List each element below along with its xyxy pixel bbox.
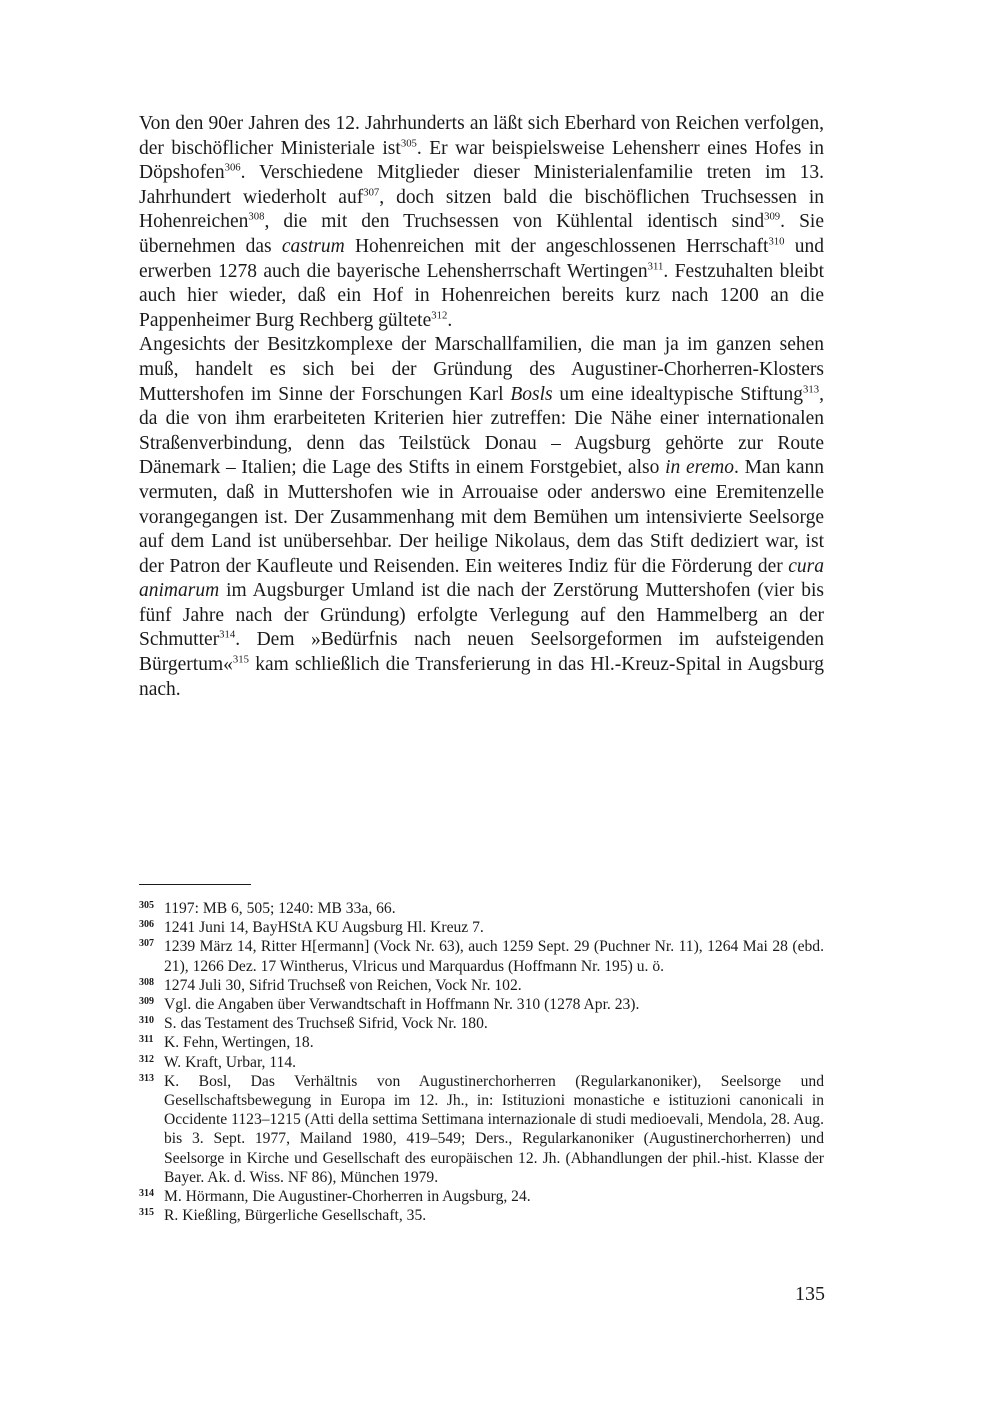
footnote-text: W. Kraft, Urbar, 114. [164, 1053, 297, 1071]
text-segment: . [447, 309, 453, 331]
text-segment: im Augsburger Umland ist die nach der Zerstörung Muttershofen (vier bis fünf Jahre nach der Gründung) erfolgte Verlegung auf den Hammelberg an der Schmutter [139, 580, 824, 651]
text-segment: . Festzuhalten bleibt auch hier wieder, daß ein Hof in Hohenreichen bereits kurz nach 1200 an die Pappenheimer Burg Rechberg gültete [139, 260, 825, 331]
page-number: 135 [795, 1283, 825, 1305]
footnote-text: K. Bosl, Das Verhältnis von Augustinerchorherren (Regularkanoniker), Seelsorge und Gesellschaftsbewegung in Europa im 12. Jh., in: Istituzioni monastiche e istituzioni canonicali in Occidente 1123–1215 (Atti della settima Settimana internazionale di studi medioevali, Mendola, 28. Aug. bis 3. Sept. 1977, Mailand 1980, 419–549; Ders., Regularkanoniker (Augustinerchorherren) und Seelsorge in Kirche und Gesellschaft des europäischen 12. Jh. (Abhandlungen der phil.-hist. Klasse der Bayer. Ak. d. Wiss. NF 86), München 1979. [164, 1072, 824, 1186]
italic-text: cura animarum [139, 555, 824, 602]
footnote [139, 995, 824, 1014]
footnote-reference: 305 [400, 137, 417, 150]
footnote-reference: 306 [224, 161, 241, 174]
footnote-number: 310 [139, 1015, 154, 1027]
footnote-reference: 312 [431, 309, 448, 322]
footnote-number: 307 [139, 938, 154, 950]
text-segment: , doch sitzen bald die bischöflichen Truchsessen in Hohenreichen [139, 186, 824, 233]
footnote-number: 314 [139, 1188, 154, 1200]
italic-text: castrum [281, 235, 345, 257]
footnote [139, 937, 824, 975]
footnote [139, 1014, 824, 1033]
footnote-text: K. Fehn, Wertingen, 18. [164, 1034, 314, 1052]
paragraph [139, 333, 824, 702]
footnote-number: 308 [139, 976, 154, 988]
body-text [139, 112, 824, 702]
text-segment: . Er war beispielsweise Lehensherr eines Hofes in Döpshofen [139, 137, 825, 184]
footnote-reference: 313 [803, 383, 820, 396]
footnote [139, 1033, 824, 1052]
text-segment: Angesichts der Besitzkomplexe der Marschallfamilien, die man ja im ganzen sehen muß, handelt es sich bei der Gründung des Augustiner-Chorherren-Klosters Muttershofen im Sinne der Forschungen Karl [139, 334, 824, 405]
footnote-number: 312 [139, 1053, 154, 1065]
footnote [139, 1072, 824, 1187]
footnotes [139, 899, 824, 1225]
footnote-reference: 310 [768, 235, 785, 248]
footnote-text: 1197: MB 6, 505; 1240: MB 33a, 66. [164, 900, 396, 917]
footnote-number: 306 [139, 919, 154, 931]
footnote-number: 313 [139, 1072, 154, 1084]
footnote-text: Vgl. die Angaben über Verwandtschaft in Hoffmann Nr. 310 (1278 Apr. 23). [164, 996, 640, 1014]
footnote [139, 1206, 824, 1225]
footnote-reference: 311 [647, 260, 664, 273]
text-segment: . Dem »Bedürfnis nach neuen Seelsorgeformen im aufsteigenden Bürgertum« [139, 629, 824, 676]
text-segment: , die mit den Truchsessen von Kühlental identisch sind [264, 211, 765, 233]
paragraph [139, 112, 824, 333]
footnote-text: S. das Testament des Truchseß Sifrid, Vock Nr. 180. [164, 1015, 488, 1033]
footnote [139, 899, 824, 918]
text-segment: Hohenreichen mit der angeschlossenen Herrschaft [344, 235, 769, 257]
footnote-text: M. Hörmann, Die Augustiner-Chorherren in Augsburg, 24. [164, 1188, 531, 1206]
footnote-text: 1274 Juli 30, Sifrid Truchseß von Reichen, Vock Nr. 102. [164, 976, 522, 994]
text-segment: und erwerben 1278 auch die bayerische Lehensherrschaft Wertingen [139, 235, 825, 282]
footnote-reference: 307 [363, 186, 380, 199]
footnote-reference: 315 [232, 653, 249, 666]
footnote [139, 918, 824, 937]
text-segment: . Man kann vermuten, daß in Muttershofen wie in Arrouaise oder anderswo eine Eremitenzelle vorangegangen ist. Der Zusammenhang mit dem Bemühen um intensivierte Seelsorge auf dem Land ist unübersehbar. Der heilige Nikolaus, dem das Stift dediziert war, ist der Patron der Kaufleute und Reisenden. Ein weiteres Indiz für die Förderung der [139, 457, 824, 577]
footnote-text: R. Kießling, Bürgerliche Gesellschaft, 35. [164, 1207, 427, 1225]
italic-text: in eremo [665, 457, 734, 479]
italic-text: Bosls [510, 383, 553, 405]
footnote-number: 315 [139, 1207, 154, 1219]
footnote-reference: 309 [764, 210, 781, 223]
text-segment: kam schließlich die Transferierung in das Hl.-Kreuz-Spital in Augsburg nach. [139, 654, 824, 700]
footnote-number: 311 [139, 1034, 154, 1046]
text-segment: , da die von ihm erarbeiteten Kriterien hier zutreffen: Die Nähe einer internationalen Straßenverbindung, denn das Teilstück Donau – Augsburg gehörte zur Route Dänemark – Italien; die Lage des Stifts in einem Forstgebiet, also [139, 383, 824, 479]
footnote-text: 1239 März 14, Ritter H[ermann] (Vock Nr. 63), auch 1259 Sept. 29 (Puchner Nr. 11), 1264 Mai 28 (ebd. 21), 1266 Dez. 17 Wintherus, Vlricus und Marquardus (Hoffmann Nr. 195) u. ö. [164, 938, 824, 975]
footnote-number: 305 [139, 900, 154, 911]
text-segment: . Sie übernehmen das [139, 211, 824, 257]
footnote [139, 1187, 824, 1206]
footnote-text: 1241 Juni 14, BayHStA KU Augsburg Hl. Kreuz 7. [164, 919, 484, 937]
text-segment: um eine idealtypische Stiftung [552, 383, 804, 405]
footnote-divider [139, 884, 251, 885]
footnote-reference: 308 [248, 210, 265, 223]
footnote [139, 976, 824, 995]
footnote [139, 1053, 824, 1072]
footnote-number: 309 [139, 996, 154, 1008]
text-segment: Von den 90er Jahren des 12. Jahrhunderts an läßt sich Eberhard von Reichen verfolgen, der bischöflicher Ministeriale ist [139, 113, 824, 159]
footnote-reference: 314 [219, 628, 236, 641]
text-segment: . Verschiedene Mitglieder dieser Ministerialenfamilie treten im 13. Jahrhundert wiederholt auf [139, 162, 824, 208]
